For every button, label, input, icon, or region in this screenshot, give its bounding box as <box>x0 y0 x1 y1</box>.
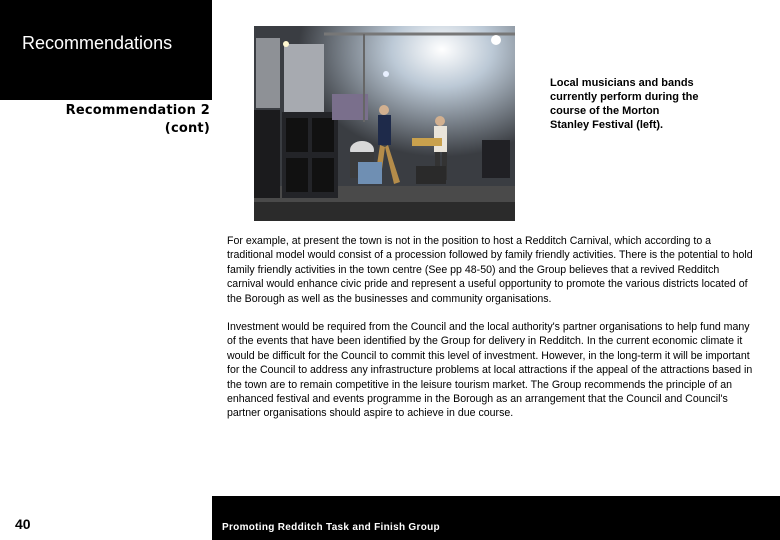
recommendation-cont: (cont) <box>164 121 210 136</box>
footer-title: Promoting Redditch Task and Finish Group <box>222 522 440 533</box>
footer-bar <box>212 496 780 540</box>
stage-photo <box>254 26 515 221</box>
photo-caption: Local musicians and bands currently perform during the course of the Morton Stanley Festival (left). <box>550 77 699 131</box>
stage-performance-photo-icon <box>254 26 515 221</box>
recommendation-label <box>40 102 210 138</box>
page-number: 40 <box>15 516 31 532</box>
body-paragraph: For example, at present the town is not in the position to host a Redditch Carnival, which according to a traditional model would consist of a procession followed by family friendly activities. There is the potential to hold family friendly activities in the town centre (See pp 48-50) and the Group believes that a revived Redditch carnival would enhance civic pride and represent a useful opportunity to promote the various districts located of the Borough as well as the businesses and community organisations. <box>227 235 753 305</box>
body-text <box>227 234 757 435</box>
section-header-block <box>0 0 212 100</box>
recommendation-number: Recommendation 2 <box>65 103 210 118</box>
section-title: Recommendations <box>22 33 173 53</box>
body-paragraph: Investment would be required from the Council and the local authority's partner organisations to help fund many of the events that have been identified by the Group for delivery in Redditch. In the current economic climate it would be difficult for the Council to commit this level of investment. However, in the long-term it will be important for the Council to address any infrastructure problems at local attractions if the appeal of the attractions based in the town are to remain competitive in the leisure tourism market. The Group recommends the principle of an enhanced festival and events programme in the Borough as an arrangement that the Council and Council's partner organisations should aspire to achieve in due course. <box>227 321 753 420</box>
